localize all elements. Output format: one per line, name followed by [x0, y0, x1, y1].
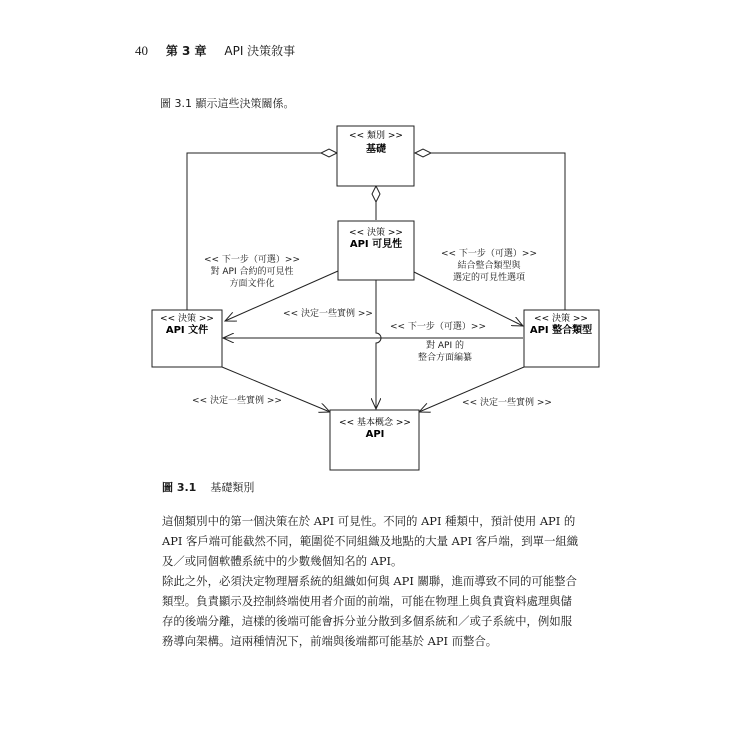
figure-caption-label: 圖 3.1 — [162, 481, 197, 494]
box-foundation-stereotype: << 類別 >> — [349, 131, 403, 141]
label-vis-to-integ-line2: 結合整合類型與 — [457, 261, 521, 271]
box-concept — [330, 410, 419, 470]
label-docs-to-concept: << 決定一些實例 >> — [192, 396, 282, 406]
page-number: 40 — [135, 43, 148, 58]
chapter-title: API 決策敘事 — [224, 44, 296, 58]
label-vis-to-docs-line1: << 下一步（可選）>> — [203, 255, 301, 265]
paragraph-line: 類型。負責顯示及控制終端使用者介面的前端，可能在物理上與負責資料處理與儲 — [162, 594, 573, 608]
paragraph-line: 除此之外，必須決定物理層系統的組織如何與 API 關聯，進而導致不同的可能整合 — [162, 574, 577, 588]
label-vis-to-docs-line3: 方面文件化 — [229, 279, 275, 289]
box-visibility-stereotype: << 決策 >> — [349, 228, 403, 238]
box-integration-stereotype: << 決策 >> — [534, 314, 588, 324]
label-vis-to-docs-line2: 對 API 合約的可見性 — [210, 267, 294, 277]
label-integ-to-docs-line1: << 下一步（可選）>> — [389, 322, 487, 332]
box-concept-name: API — [365, 429, 385, 440]
diamond-left — [321, 149, 337, 157]
box-concept-stereotype: << 基本概念 >> — [339, 418, 411, 428]
paragraph-line: 及／或同個軟體系統中的少數幾個知名的 API。 — [162, 554, 403, 568]
box-integration — [524, 310, 599, 367]
box-visibility-name: API 可見性 — [349, 239, 403, 250]
label-vis-to-integ-line3: 選定的可見性選項 — [452, 273, 526, 283]
box-foundation — [337, 126, 414, 186]
figure-caption — [162, 479, 254, 495]
integration-to-foundation-line — [430, 153, 565, 310]
diamond-bottom — [372, 186, 380, 202]
box-foundation-name: 基礎 — [366, 144, 386, 155]
dependency-arrows — [222, 271, 524, 412]
chapter-label: 第 3 章 — [165, 44, 207, 58]
box-docs — [152, 310, 222, 367]
paragraph-2 — [162, 571, 590, 651]
diamond-right — [415, 149, 431, 157]
figure-caption-text: 基礎類別 — [210, 481, 255, 494]
paragraph-line: 務導向架構。這兩種情況下，前端與後端都可能基於 API 而整合。 — [162, 634, 498, 648]
label-vis-to-integ-line1: << 下一步（可選）>> — [440, 249, 538, 259]
label-integ-to-concept: << 決定一些實例 >> — [462, 398, 552, 408]
paragraph-line: 存的後端分離，這樣的後端可能會拆分並分散到多個系統和／或子系統中，例如服 — [162, 614, 573, 628]
box-docs-name: API 文件 — [165, 325, 209, 336]
box-docs-stereotype: << 決策 >> — [160, 314, 214, 324]
box-visibility — [338, 221, 414, 280]
paragraph-line: 這個類別中的第一個決策在於 API 可見性。不同的 API 種類中，預計使用 API 的 — [162, 514, 576, 528]
label-integ-to-docs-line3: 整合方面編纂 — [417, 353, 473, 363]
figure-intro-text: 圖 3.1 顯示這些決策關係。 — [160, 97, 295, 110]
label-integ-to-docs-line2: 對 API 的 — [426, 341, 464, 351]
box-integration-name: API 整合類型 — [529, 325, 593, 336]
paragraph-line: API 客戶端可能截然不同，範圍從不同組織及地點的大量 API 客戶端，到單一組織 — [162, 534, 579, 548]
paragraph-1 — [162, 511, 590, 571]
label-vis-to-concept: << 決定一些實例 >> — [283, 309, 373, 319]
arrow-visibility-to-concept — [376, 280, 381, 409]
